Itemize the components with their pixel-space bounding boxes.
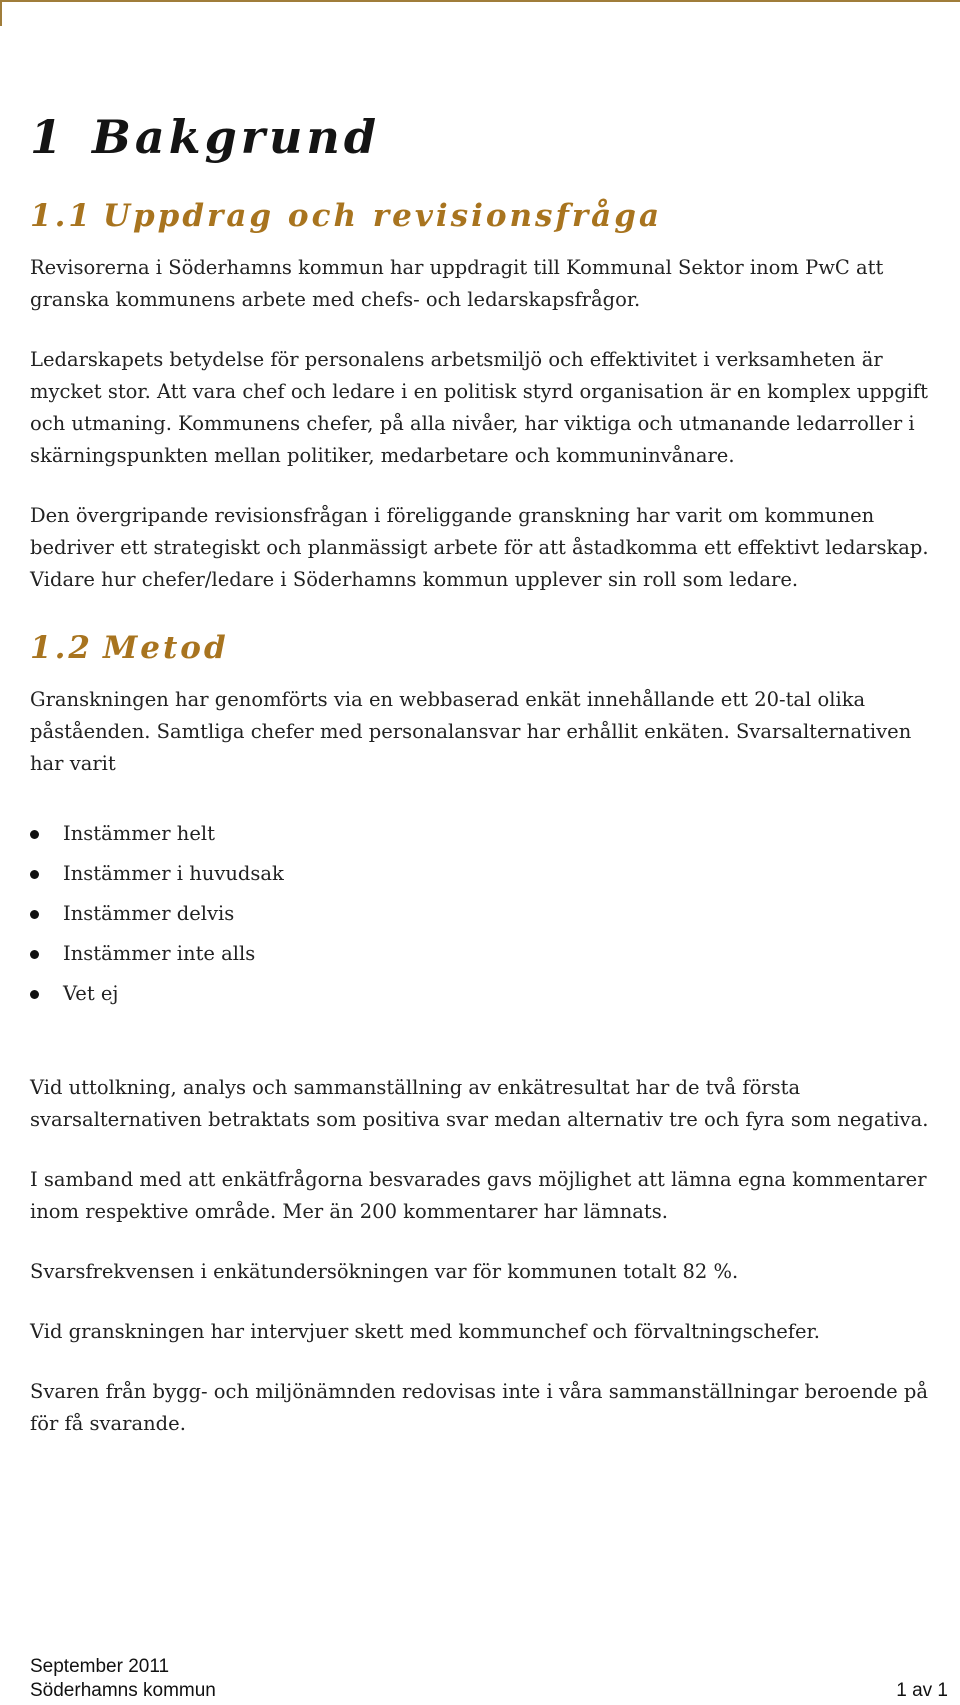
list-item	[30, 934, 950, 974]
chapter-heading	[30, 104, 950, 170]
paragraph: Svaren från bygg- och miljönämnden redovisas inte i våra sammanställningar beroende på för få svarande.	[30, 1380, 928, 1435]
list-item-label: Vet ej	[63, 982, 119, 1005]
bullet-icon	[30, 870, 39, 879]
chapter-title: Bakgrund	[92, 110, 381, 164]
section-heading-uppdrag	[30, 194, 950, 238]
section-heading-metod	[30, 626, 950, 670]
page-footer	[30, 1655, 948, 1703]
section-title: Uppdrag och revisionsfråga	[102, 198, 663, 234]
footer-organization: Söderhamns kommun	[30, 1680, 216, 1701]
list-item	[30, 814, 950, 854]
answer-options-list	[30, 814, 950, 1014]
bullet-icon	[30, 830, 39, 839]
paragraph: Den övergripande revisionsfrågan i föreliggande granskning har varit om kommunen bedriver ett strategiskt och planmässigt arbete för att åstadkomma ett effektivt ledarskap. Vidare hur chefer/ledare i Söderhamns kommun upplever sin roll som ledare.	[30, 504, 929, 591]
footer-row	[30, 1679, 948, 1703]
top-corner-tick	[0, 0, 2, 26]
paragraph: I samband med att enkätfrågorna besvarades gavs möjlighet att lämna egna kommentarer inom respektive område. Mer än 200 kommentarer har lämnats.	[30, 1168, 927, 1223]
list-item	[30, 974, 950, 1014]
section-number: 1.2	[30, 630, 93, 666]
paragraph: Svarsfrekvensen i enkätundersökningen var för kommunen totalt 82 %.	[30, 1260, 739, 1283]
paragraph: Granskningen har genomförts via en webbaserad enkät innehållande ett 20-tal olika påståenden. Samtliga chefer med personalansvar har erhållit enkäten. Svarsalternativen har varit	[30, 688, 912, 775]
paragraph: Ledarskapets betydelse för personalens arbetsmiljö och effektivitet i verksamheten är mycket stor. Att vara chef och ledare i en politisk styrd organisation är en komplex uppgift och utmaning. Kommunens chefer, på alla nivåer, har viktiga och utmanande ledarroller i skärningspunkten mellan politiker, medarbetare och kommuninvånare.	[30, 348, 928, 467]
paragraph: Revisorerna i Söderhamns kommun har uppdragit till Kommunal Sektor inom PwC att granska kommunens arbete med chefs- och ledarskapsfrågor.	[30, 256, 884, 311]
section-title: Metod	[102, 630, 229, 666]
paragraph: Vid granskningen har intervjuer skett med kommunchef och förvaltningschefer.	[30, 1320, 820, 1343]
list-item	[30, 894, 950, 934]
paragraph: Vid uttolkning, analys och sammanställning av enkätresultat har de två första svarsalternativen betraktats som positiva svar medan alternativ tre och fyra som negativa.	[30, 1076, 929, 1131]
list-item-label: Instämmer helt	[63, 822, 215, 845]
list-item	[30, 854, 950, 894]
bullet-icon	[30, 950, 39, 959]
footer-date: September 2011	[30, 1656, 170, 1677]
section-number: 1.1	[30, 198, 93, 234]
list-item-label: Instämmer i huvudsak	[63, 862, 284, 885]
top-rule	[0, 0, 960, 2]
page-number: 1 av 1	[896, 1680, 948, 1701]
chapter-number: 1	[30, 110, 67, 164]
document-body	[30, 104, 950, 1468]
list-item-label: Instämmer inte alls	[63, 942, 256, 965]
bullet-icon	[30, 990, 39, 999]
list-item-label: Instämmer delvis	[63, 902, 235, 925]
bullet-icon	[30, 910, 39, 919]
